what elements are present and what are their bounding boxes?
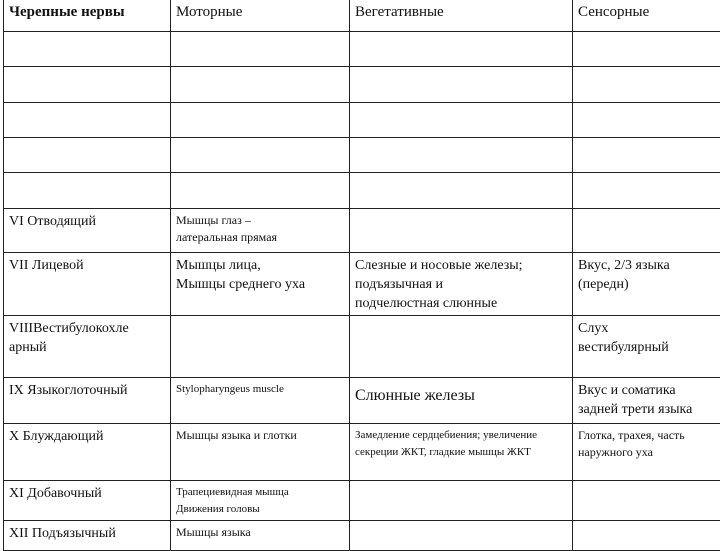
nerve-name-cell: XI Добавочный xyxy=(4,481,171,521)
cranial-nerves-table xyxy=(3,0,720,551)
empty-cell xyxy=(350,173,573,209)
table-row-empty xyxy=(4,32,720,67)
table-row xyxy=(4,481,720,521)
table-row xyxy=(4,253,720,316)
table-row-empty xyxy=(4,67,720,103)
nerve-name-cell: X Блуждающий xyxy=(4,424,171,481)
empty-cell xyxy=(573,32,720,67)
empty-cell xyxy=(573,67,720,103)
autonomic-cell xyxy=(350,209,573,253)
sensory-cell xyxy=(573,209,720,253)
header-autonomic: Вегетативные xyxy=(350,0,573,32)
sensory-cell: Вкус, 2/3 языка (передн) xyxy=(573,253,720,316)
header-cranial-nerves: Черепные нервы xyxy=(4,0,171,32)
sensory-cell: Вкус и соматика задней трети языка xyxy=(573,378,720,424)
motor-cell: Мышцы языка xyxy=(171,521,350,551)
table-row xyxy=(4,521,720,551)
autonomic-cell xyxy=(350,316,573,378)
empty-cell xyxy=(171,103,350,138)
table-header-row xyxy=(4,0,720,32)
nerve-name-cell: IX Языкоглоточный xyxy=(4,378,171,424)
motor-cell: Мышцы глаз – латеральная прямая xyxy=(171,209,350,253)
empty-cell xyxy=(573,138,720,173)
table-row-empty xyxy=(4,103,720,138)
motor-cell: Stylopharyngeus muscle xyxy=(171,378,350,424)
empty-cell xyxy=(171,173,350,209)
motor-cell: Трапециевидная мышца Движения головы xyxy=(171,481,350,521)
table-row-empty xyxy=(4,173,720,209)
empty-cell xyxy=(573,173,720,209)
nerve-name-cell: VII Лицевой xyxy=(4,253,171,316)
sensory-cell xyxy=(573,481,720,521)
autonomic-cell: Слюнные железы xyxy=(350,378,573,424)
empty-cell xyxy=(350,67,573,103)
empty-cell xyxy=(573,103,720,138)
empty-cell xyxy=(171,138,350,173)
autonomic-cell: Слезные и носовые железы; подъязычная и подчелюстная слюнные xyxy=(350,253,573,316)
empty-cell xyxy=(4,173,171,209)
empty-cell xyxy=(350,32,573,67)
empty-cell xyxy=(4,67,171,103)
header-sensory: Сенсорные xyxy=(573,0,720,32)
sensory-cell: Слух вестибулярный xyxy=(573,316,720,378)
sensory-cell xyxy=(573,521,720,551)
table-row xyxy=(4,424,720,481)
autonomic-cell: Замедление сердцебиения; увеличение секреции ЖКТ, гладкие мышцы ЖКТ xyxy=(350,424,573,481)
empty-cell xyxy=(4,138,171,173)
nerve-name-cell: VI Отводящий xyxy=(4,209,171,253)
nerve-name-cell: VIIIВестибулокохле арный xyxy=(4,316,171,378)
table-row xyxy=(4,378,720,424)
sensory-cell: Глотка, трахея, часть наружного уха xyxy=(573,424,720,481)
header-motor: Моторные xyxy=(171,0,350,32)
table-row-empty xyxy=(4,138,720,173)
table-row xyxy=(4,209,720,253)
autonomic-cell xyxy=(350,481,573,521)
empty-cell xyxy=(4,103,171,138)
empty-cell xyxy=(350,138,573,173)
nerve-name-cell: XII Подъязычный xyxy=(4,521,171,551)
empty-cell xyxy=(350,103,573,138)
motor-cell xyxy=(171,316,350,378)
autonomic-cell xyxy=(350,521,573,551)
motor-cell: Мышцы языка и глотки xyxy=(171,424,350,481)
table-row xyxy=(4,316,720,378)
empty-cell xyxy=(171,32,350,67)
empty-cell xyxy=(4,32,171,67)
motor-cell: Мышцы лица, Мышцы среднего уха xyxy=(171,253,350,316)
empty-cell xyxy=(171,67,350,103)
